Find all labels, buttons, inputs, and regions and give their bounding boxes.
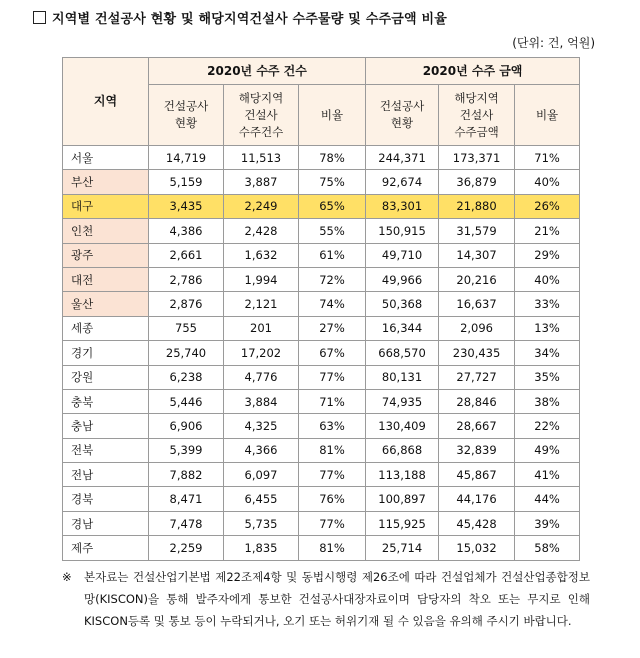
cell-amount-ratio: 41%	[515, 463, 580, 487]
cell-amount-status: 150,915	[366, 219, 439, 243]
cell-region: 전남	[63, 463, 149, 487]
cell-count-status: 3,435	[149, 194, 224, 218]
cell-region: 대구	[63, 194, 149, 218]
cell-amount-ratio: 21%	[515, 219, 580, 243]
cell-count-local: 2,428	[224, 219, 299, 243]
cell-count-ratio: 76%	[299, 487, 366, 511]
cell-count-status: 6,906	[149, 414, 224, 438]
cell-count-ratio: 81%	[299, 438, 366, 462]
cell-amount-local: 173,371	[439, 146, 515, 170]
cell-region: 경남	[63, 511, 149, 535]
cell-amount-ratio: 40%	[515, 170, 580, 194]
cell-region: 부산	[63, 170, 149, 194]
cell-region: 충남	[63, 414, 149, 438]
header-group-count: 2020년 수주 건수	[149, 58, 366, 85]
cell-region: 서울	[63, 146, 149, 170]
cell-count-status: 6,238	[149, 365, 224, 389]
cell-amount-ratio: 49%	[515, 438, 580, 462]
cell-count-ratio: 65%	[299, 194, 366, 218]
cell-count-status: 5,399	[149, 438, 224, 462]
table-row	[63, 463, 580, 487]
cell-region: 전북	[63, 438, 149, 462]
header-count-ratio: 비율	[299, 85, 366, 146]
table-row	[63, 341, 580, 365]
table-row	[63, 438, 580, 462]
cell-amount-local: 21,880	[439, 194, 515, 218]
cell-count-status: 5,159	[149, 170, 224, 194]
cell-amount-status: 49,966	[366, 267, 439, 291]
cell-amount-ratio: 34%	[515, 341, 580, 365]
cell-count-ratio: 55%	[299, 219, 366, 243]
cell-count-status: 7,882	[149, 463, 224, 487]
cell-amount-local: 45,428	[439, 511, 515, 535]
cell-amount-status: 49,710	[366, 243, 439, 267]
cell-count-status: 5,446	[149, 389, 224, 413]
cell-amount-ratio: 71%	[515, 146, 580, 170]
cell-count-local: 201	[224, 316, 299, 340]
cell-region: 제주	[63, 536, 149, 560]
cell-amount-local: 2,096	[439, 316, 515, 340]
cell-region: 충북	[63, 389, 149, 413]
cell-amount-ratio: 33%	[515, 292, 580, 316]
cell-count-local: 17,202	[224, 341, 299, 365]
cell-region: 경기	[63, 341, 149, 365]
cell-count-local: 6,455	[224, 487, 299, 511]
cell-amount-ratio: 22%	[515, 414, 580, 438]
table-body	[63, 146, 580, 561]
cell-region: 경북	[63, 487, 149, 511]
cell-count-local: 1,632	[224, 243, 299, 267]
cell-count-status: 14,719	[149, 146, 224, 170]
header-group-amount: 2020년 수주 금액	[366, 58, 580, 85]
cell-count-ratio: 63%	[299, 414, 366, 438]
table-row	[63, 194, 580, 218]
cell-amount-status: 16,344	[366, 316, 439, 340]
table-row	[63, 219, 580, 243]
cell-count-ratio: 77%	[299, 365, 366, 389]
cell-count-status: 2,786	[149, 267, 224, 291]
cell-amount-local: 230,435	[439, 341, 515, 365]
cell-amount-status: 66,868	[366, 438, 439, 462]
footnote	[62, 566, 590, 632]
cell-amount-status: 50,368	[366, 292, 439, 316]
table-row	[63, 536, 580, 560]
checkbox-square-icon	[33, 11, 46, 24]
cell-count-local: 6,097	[224, 463, 299, 487]
cell-count-local: 3,884	[224, 389, 299, 413]
unit-label: (단위: 건, 억원)	[512, 36, 595, 50]
header-amount-ratio: 비율	[515, 85, 580, 146]
cell-amount-local: 28,667	[439, 414, 515, 438]
cell-region: 강원	[63, 365, 149, 389]
cell-amount-local: 45,867	[439, 463, 515, 487]
cell-count-ratio: 77%	[299, 463, 366, 487]
table-row	[63, 292, 580, 316]
cell-amount-status: 74,935	[366, 389, 439, 413]
cell-amount-ratio: 38%	[515, 389, 580, 413]
cell-amount-local: 14,307	[439, 243, 515, 267]
cell-count-ratio: 67%	[299, 341, 366, 365]
cell-region: 울산	[63, 292, 149, 316]
cell-count-status: 4,386	[149, 219, 224, 243]
table-row	[63, 389, 580, 413]
cell-amount-status: 244,371	[366, 146, 439, 170]
cell-count-status: 2,259	[149, 536, 224, 560]
cell-amount-status: 130,409	[366, 414, 439, 438]
cell-amount-local: 36,879	[439, 170, 515, 194]
cell-amount-local: 44,176	[439, 487, 515, 511]
cell-count-local: 2,249	[224, 194, 299, 218]
cell-count-status: 2,661	[149, 243, 224, 267]
cell-amount-status: 80,131	[366, 365, 439, 389]
cell-count-ratio: 61%	[299, 243, 366, 267]
document-title	[33, 8, 447, 27]
cell-count-ratio: 72%	[299, 267, 366, 291]
cell-amount-status: 25,714	[366, 536, 439, 560]
cell-count-status: 8,471	[149, 487, 224, 511]
header-amount-local: 해당지역 건설사 수주금액	[439, 85, 515, 146]
table-row	[63, 243, 580, 267]
table-row	[63, 511, 580, 535]
table-row	[63, 267, 580, 291]
cell-count-local: 4,776	[224, 365, 299, 389]
cell-count-ratio: 75%	[299, 170, 366, 194]
cell-amount-local: 28,846	[439, 389, 515, 413]
table-row	[63, 487, 580, 511]
cell-region: 인천	[63, 219, 149, 243]
cell-region: 광주	[63, 243, 149, 267]
cell-count-ratio: 77%	[299, 511, 366, 535]
cell-amount-status: 113,188	[366, 463, 439, 487]
footnote-text: 본자료는 건설산업기본법 제22조제4항 및 동법시행령 제26조에 따라 건설업체가 건설산업종합정보망(KISCON)을 통해 발주자에게 통보한 건설공사대장자료이며 담당자의 착오 또는 무지로 인해 KISCON등록 및 통보 등이 누락되거나, 오기 또는 허위기재 될 수 있음을 유의해 주시기 바랍니다.	[84, 570, 590, 628]
cell-amount-ratio: 35%	[515, 365, 580, 389]
cell-count-ratio: 78%	[299, 146, 366, 170]
header-region: 지역	[63, 58, 149, 146]
cell-amount-local: 20,216	[439, 267, 515, 291]
cell-count-local: 11,513	[224, 146, 299, 170]
cell-amount-local: 27,727	[439, 365, 515, 389]
table-row	[63, 414, 580, 438]
cell-amount-local: 15,032	[439, 536, 515, 560]
header-count-status: 건설공사 현황	[149, 85, 224, 146]
cell-count-ratio: 27%	[299, 316, 366, 340]
cell-count-local: 5,735	[224, 511, 299, 535]
cell-amount-status: 83,301	[366, 194, 439, 218]
cell-amount-ratio: 13%	[515, 316, 580, 340]
cell-region: 대전	[63, 267, 149, 291]
cell-count-status: 7,478	[149, 511, 224, 535]
cell-count-ratio: 81%	[299, 536, 366, 560]
cell-count-local: 4,325	[224, 414, 299, 438]
cell-amount-ratio: 44%	[515, 487, 580, 511]
title-text: 지역별 건설공사 현황 및 해당지역건설사 수주물량 및 수주금액 비율	[52, 12, 448, 27]
cell-count-status: 25,740	[149, 341, 224, 365]
cell-count-local: 4,366	[224, 438, 299, 462]
cell-amount-status: 115,925	[366, 511, 439, 535]
cell-amount-ratio: 58%	[515, 536, 580, 560]
cell-amount-status: 100,897	[366, 487, 439, 511]
cell-region: 세종	[63, 316, 149, 340]
footnote-mark: ※	[62, 570, 72, 584]
cell-amount-local: 32,839	[439, 438, 515, 462]
cell-count-local: 1,994	[224, 267, 299, 291]
cell-count-local: 1,835	[224, 536, 299, 560]
cell-count-ratio: 74%	[299, 292, 366, 316]
header-count-local: 해당지역 건설사 수주건수	[224, 85, 299, 146]
cell-amount-local: 31,579	[439, 219, 515, 243]
statistics-table	[62, 57, 580, 561]
cell-amount-ratio: 40%	[515, 267, 580, 291]
cell-amount-local: 16,637	[439, 292, 515, 316]
cell-amount-status: 668,570	[366, 341, 439, 365]
cell-amount-ratio: 29%	[515, 243, 580, 267]
table-row	[63, 365, 580, 389]
table-row	[63, 146, 580, 170]
table-row	[63, 316, 580, 340]
cell-count-status: 2,876	[149, 292, 224, 316]
cell-count-ratio: 71%	[299, 389, 366, 413]
cell-amount-ratio: 26%	[515, 194, 580, 218]
cell-amount-status: 92,674	[366, 170, 439, 194]
table-row	[63, 170, 580, 194]
cell-count-local: 2,121	[224, 292, 299, 316]
cell-count-status: 755	[149, 316, 224, 340]
cell-count-local: 3,887	[224, 170, 299, 194]
header-amount-status: 건설공사 현황	[366, 85, 439, 146]
cell-amount-ratio: 39%	[515, 511, 580, 535]
